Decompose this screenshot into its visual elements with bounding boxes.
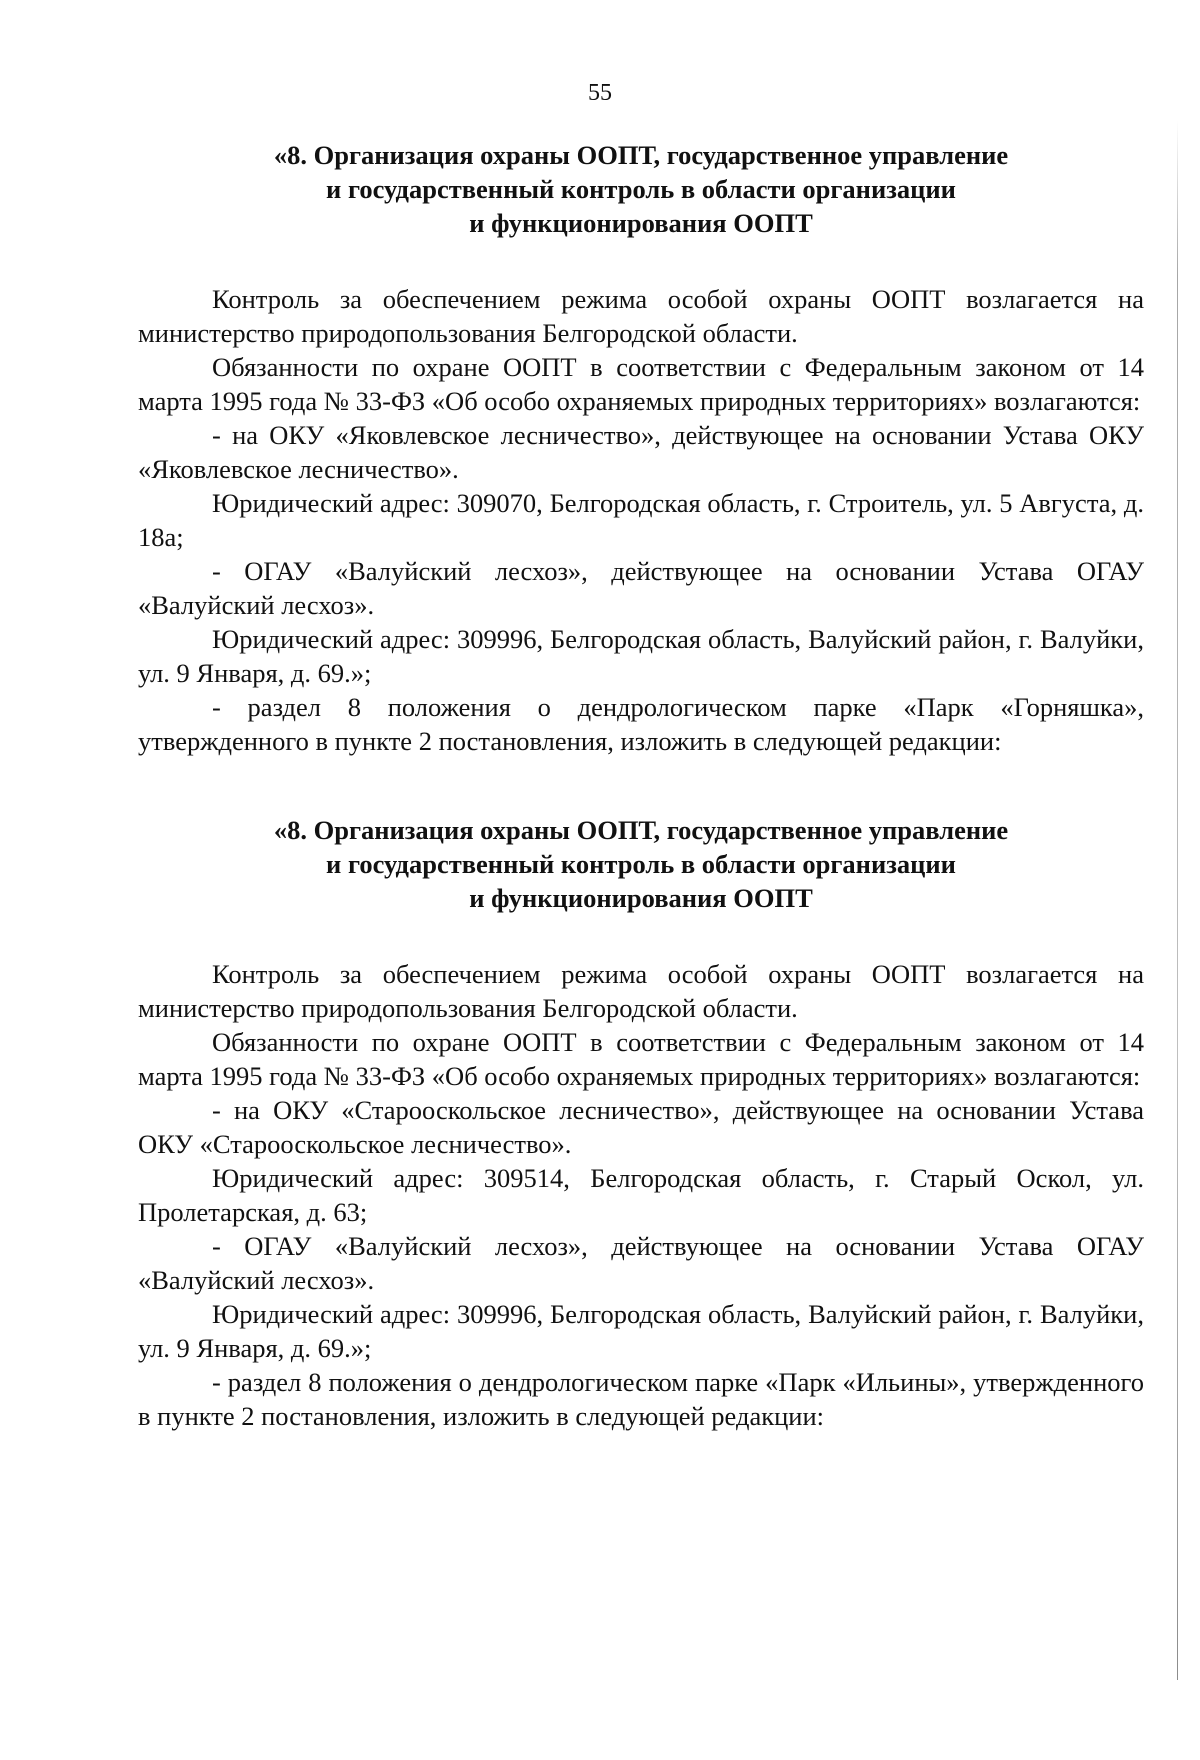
paragraph-leskhoz: - ОГАУ «Валуйский лесхоз», действующее на основании Устава ОГАУ «Валуйский лесхоз».: [138, 556, 1144, 620]
paragraph-forestry: - на ОКУ «Яковлевское лесничество», действующее на основании Устава ОКУ «Яковлевское лесничество».: [138, 420, 1144, 484]
section-heading: [138, 813, 1144, 915]
paragraph-leskhoz: - ОГАУ «Валуйский лесхоз», действующее на основании Устава ОГАУ «Валуйский лесхоз».: [138, 1231, 1144, 1295]
page-number: 55: [588, 80, 612, 106]
paragraph-control: Контроль за обеспечением режима особой охраны ООПТ возлагается на министерство природопользования Белгородской области.: [138, 284, 1144, 348]
paragraph-amendment: - раздел 8 положения о дендрологическом парке «Парк «Ильины», утвержденного в пункте 2 постановления, изложить в следующей редакции:: [138, 1367, 1144, 1431]
heading-line: и функционирования ООПТ: [469, 208, 813, 238]
heading-line: и государственный контроль в области организации: [326, 849, 956, 879]
heading-line: и государственный контроль в области организации: [326, 174, 956, 204]
paragraph-duties: Обязанности по охране ООПТ в соответствии с Федеральным законом от 14 марта 1995 года № 33-ФЗ «Об особо охраняемых природных территориях» возлагаются:: [138, 352, 1144, 416]
scan-edge-line: [1177, 120, 1178, 1680]
paragraph-address: Юридический адрес: 309996, Белгородская область, Валуйский район, г. Валуйки, ул. 9 Января, д. 69.»;: [138, 1299, 1144, 1363]
paragraph-address: Юридический адрес: 309996, Белгородская область, Валуйский район, г. Валуйки, ул. 9 Января, д. 69.»;: [138, 624, 1144, 688]
heading-line: «8. Организация охраны ООПТ, государственное управление: [273, 815, 1009, 845]
paragraph-forestry: - на ОКУ «Старооскольское лесничество», действующее на основании Устава ОКУ «Старооскольское лесничество».: [138, 1095, 1144, 1159]
section-organization-gornyashka: [138, 138, 1144, 758]
section-organization-ilyiny: [138, 813, 1144, 1433]
paragraph-control: Контроль за обеспечением режима особой охраны ООПТ возлагается на министерство природопользования Белгородской области.: [138, 959, 1144, 1023]
heading-line: и функционирования ООПТ: [469, 883, 813, 913]
paragraph-address: Юридический адрес: 309070, Белгородская область, г. Строитель, ул. 5 Августа, д. 18а;: [138, 488, 1144, 552]
paragraph-duties: Обязанности по охране ООПТ в соответствии с Федеральным законом от 14 марта 1995 года № 33-ФЗ «Об особо охраняемых природных территориях» возлагаются:: [138, 1027, 1144, 1091]
heading-line: «8. Организация охраны ООПТ, государственное управление: [273, 140, 1009, 170]
paragraph-amendment: - раздел 8 положения о дендрологическом парке «Парк «Горняшка», утвержденного в пункте 2 постановления, изложить в следующей редакции:: [138, 692, 1144, 756]
paragraph-address: Юридический адрес: 309514, Белгородская область, г. Старый Оскол, ул. Пролетарская, д. 63;: [138, 1163, 1144, 1227]
section-heading: [138, 138, 1144, 240]
